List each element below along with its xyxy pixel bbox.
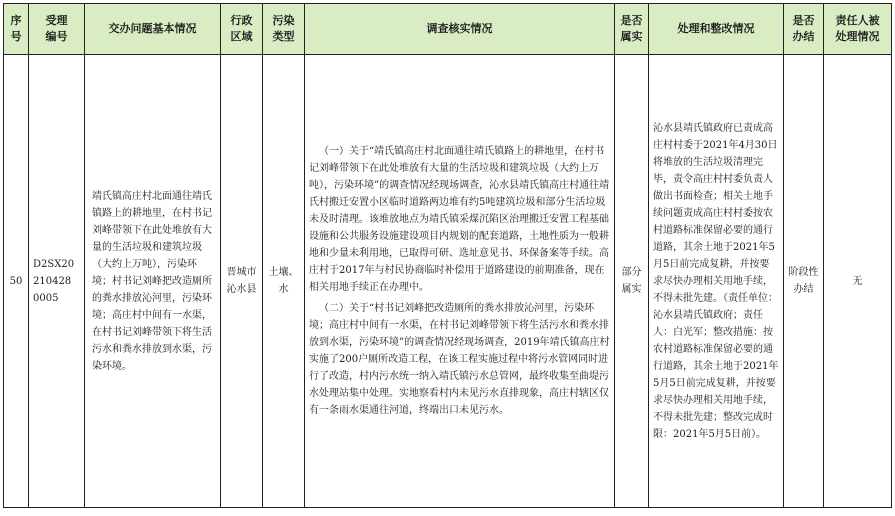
header-row [4,4,892,55]
header-seq: 序 号 [4,4,29,55]
complaint-table [3,3,892,508]
cell-closed: 阶段性办结 [784,55,824,508]
header-region: 行政 区域 [221,4,263,55]
header-accountability: 责任人被 处理情况 [824,4,892,55]
header-id: 受理 编号 [29,4,85,55]
header-pollution-type: 污染 类型 [263,4,305,55]
cell-id: D2SX20210428 0005 [29,55,85,508]
table-row [4,55,892,508]
header-closed: 是否 办结 [784,4,824,55]
cell-issue: 靖氏镇高庄村北面通往靖氏镇路上的耕地里，在村书记刘峰带领下在此处堆放有大量的生活垃圾和建筑垃圾（大约上万吨），污染环境；村书记刘峰把改造厕所的粪水排放沁河里，污染环境；高庄村中间有一水渠，在村书记刘峰带领下将生活污水和粪水排放到水渠，污染环境。 [85,55,221,508]
investigation-part-2: （二）关于“村书记刘峰把改造厕所的粪水排放沁河里，污染环境；高庄村中间有一水渠，在村书记刘峰带领下将生活污水和粪水排放到水渠，污染环境”的调查情况经现场调查，2019年靖氏镇高庄村实施了200户厕所改造工程，在该工程实施过程中将污水管网同时进行了改造，村内污水统一纳入靖氏镇污水总管网，最终收集至曲堤污水处理站集中处理。实地察看村内未见污水直排现象，高庄村辖区仅有一条雨水渠通往河道，终端出口未见污水。 [309,303,610,416]
cell-handling: 沁水县靖氏镇政府已责成高庄村村委于2021年4月30日将堆放的生活垃圾清理完毕，责令高庄村村委负责人做出书面检查；相关土地手续问题责成高庄村村委按农村道路标准保留必要的通行道路，其余土地于2021年5月5日前完成复耕，并按要求尽快办理相关用地手续，不得未批先建。（责任单位：沁水县靖氏镇政府；责任人：白光军；整改措施：按农村道路标准保留必要的通行道路，其余土地于2021年5月5日前完成复耕，并按要求尽快办理相关用地手续，不得未批先建；整改完成时限：2021年5月5日前）。 [649,55,784,508]
header-investigation: 调查核实情况 [305,4,615,55]
header-issue: 交办问题基本情况 [85,4,221,55]
cell-pollution-type: 土壤、水 [263,55,305,508]
header-handling: 处理和整改情况 [649,4,784,55]
cell-verified: 部分属实 [615,55,649,508]
header-verified: 是否 属实 [615,4,649,55]
cell-seq: 50 [4,55,29,508]
investigation-part-1: （一）关于“靖氏镇高庄村北面通往靖氏镇路上的耕地里，在村书记刘峰带领下在此处堆放有大量的生活垃圾和建筑垃圾（大约上万吨），污染环境”的调查情况经现场调查，沁水县靖氏镇高庄村通往靖氏村搬迁安置小区临时道路两边堆有约5吨建筑垃圾和部分生活垃圾未及时清理。该堆放地点为靖氏镇采煤沉陷区治理搬迁安置工程基础设施和公共服务设施建设项目内规划的配套道路，土地性质为一般耕地和少量未利用地，已取得可研、选址意见书、环保备案等手续。高庄村于2017年与村民协商临时补偿用于道路建设的前期准备，现在相关用地手续正在办理中。 [309,146,610,293]
cell-region: 晋城市沁水县 [221,55,263,508]
cell-accountability: 无 [824,55,892,508]
cell-investigation [305,55,615,508]
